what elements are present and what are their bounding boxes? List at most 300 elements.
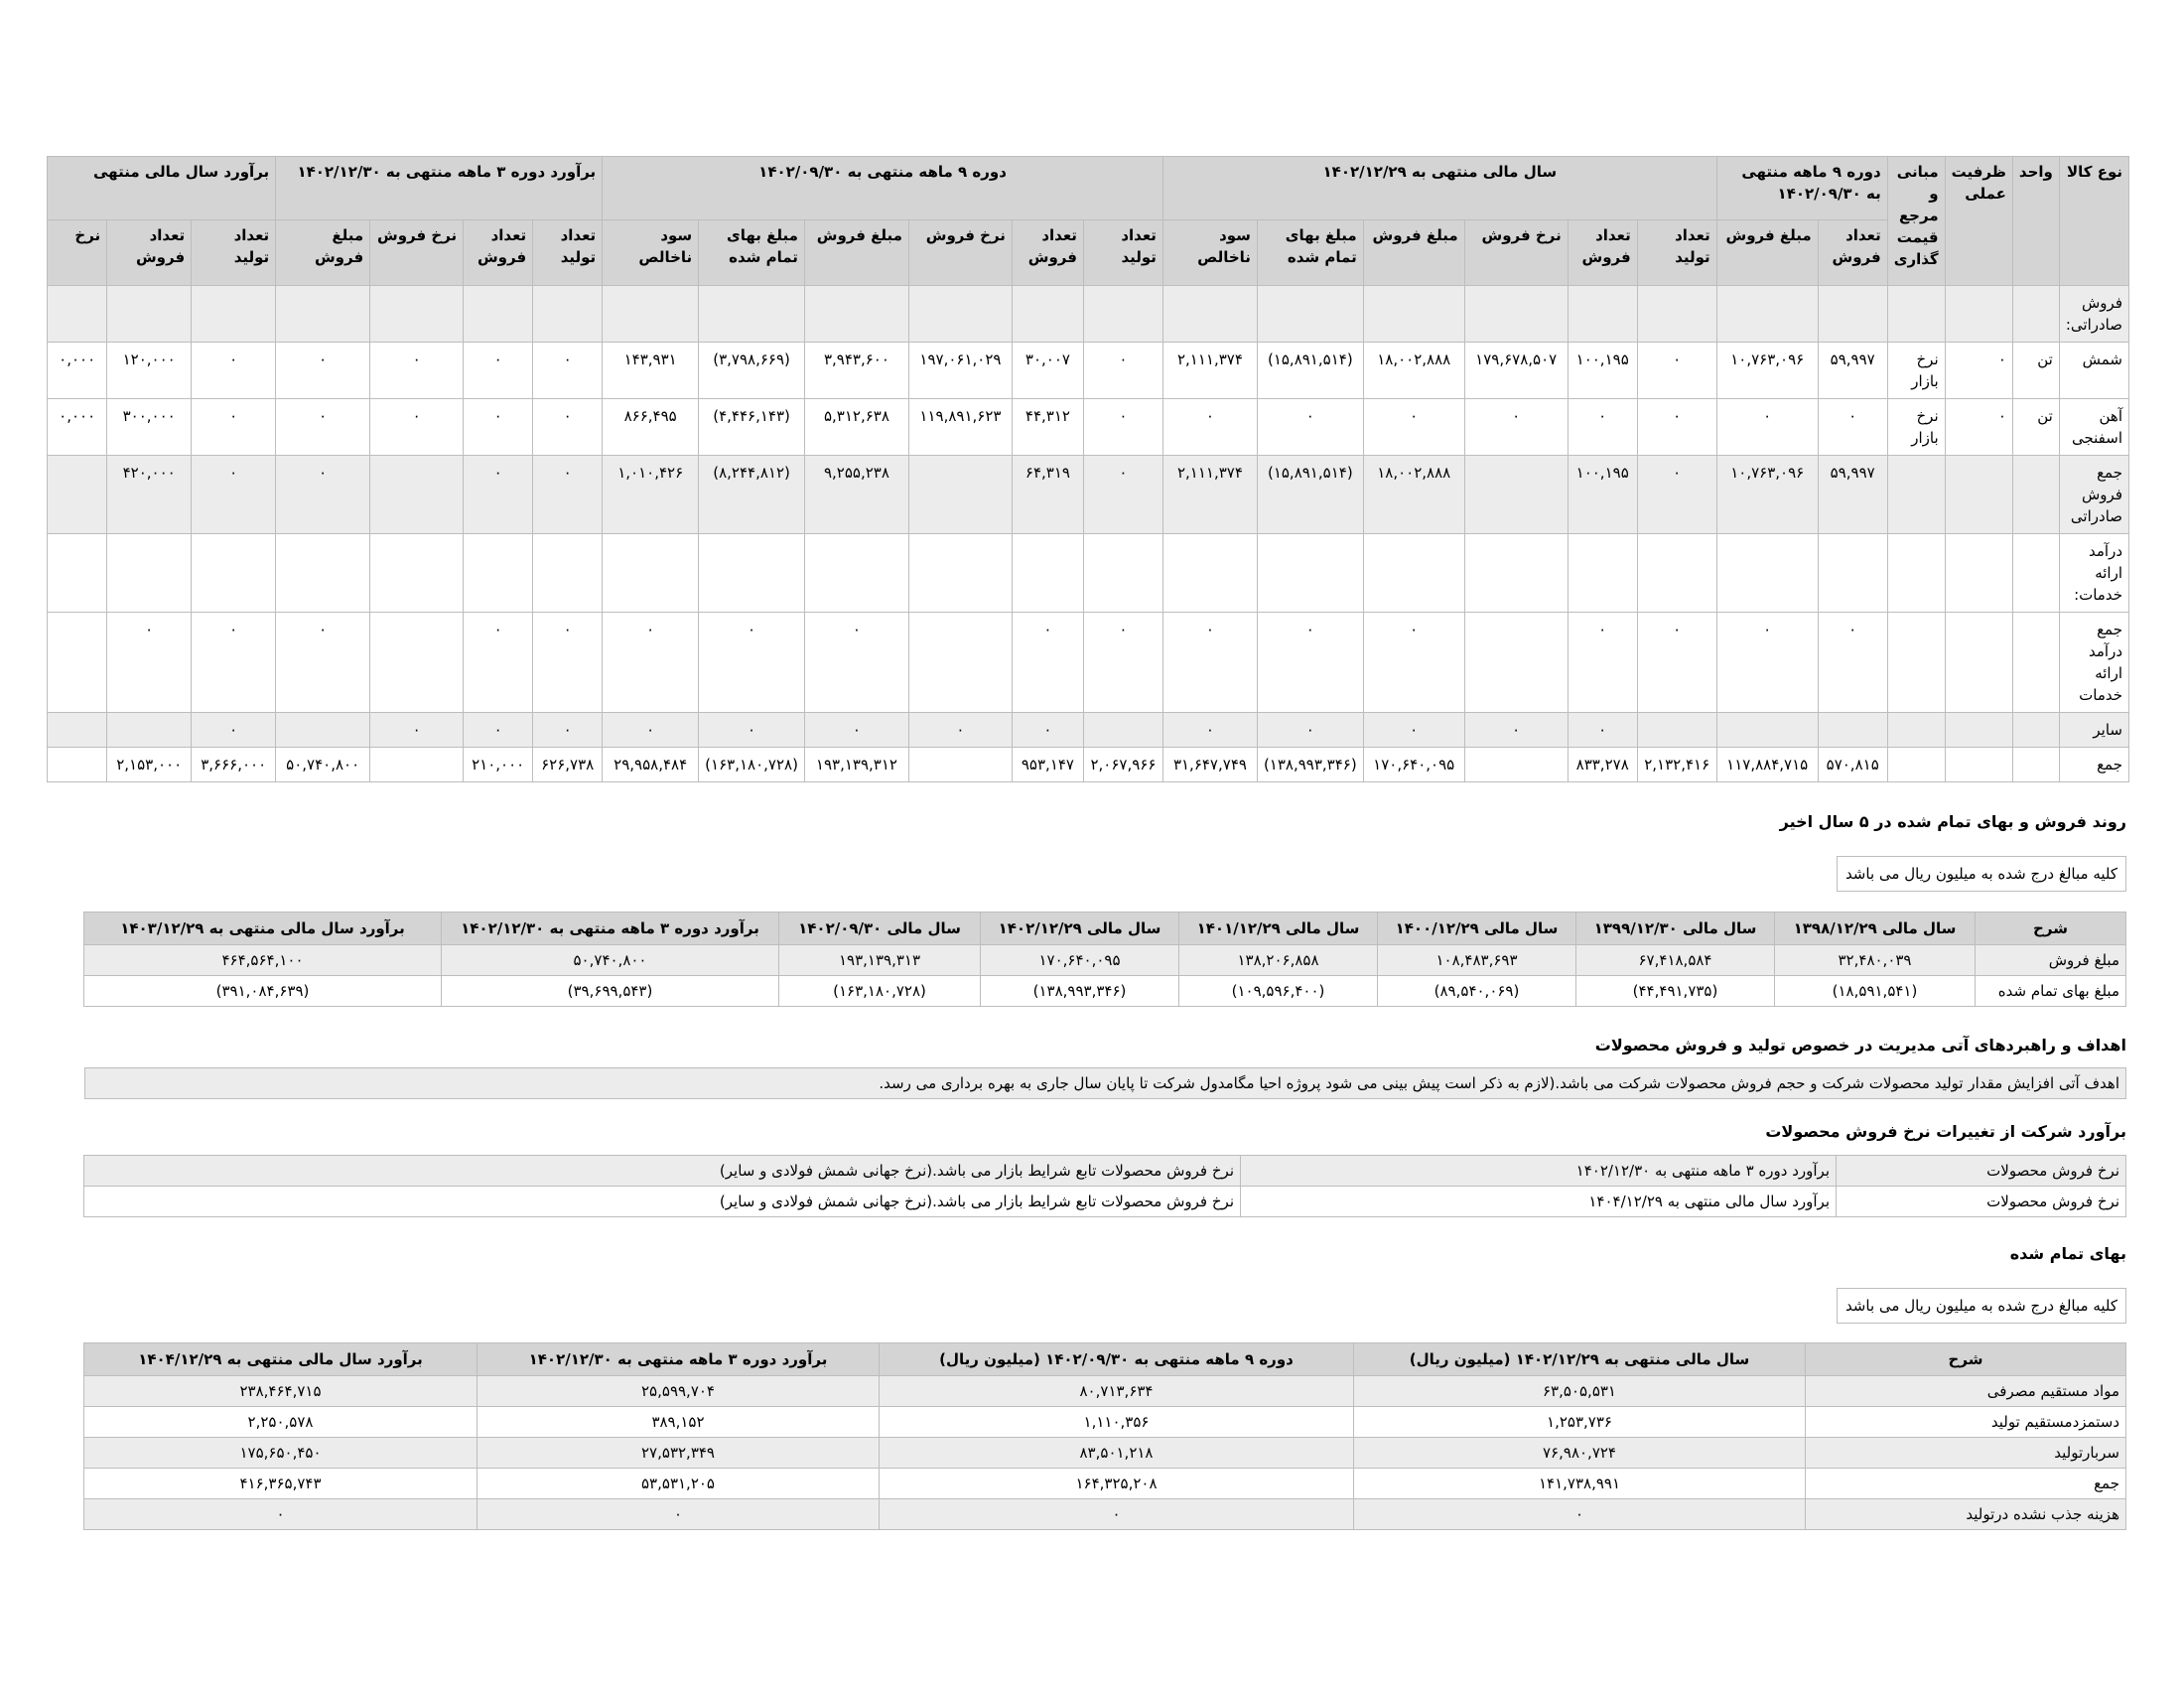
cell: ۱۸,۰۰۲,۸۸۸: [1363, 456, 1464, 534]
cell: [1012, 286, 1083, 343]
cell: ۱۱۹,۸۹۱,۶۲۳: [908, 399, 1012, 456]
cell: [1716, 286, 1818, 343]
cell: ۰: [533, 343, 603, 399]
cell: برآورد سال مالی منتهی به ۱۴۰۴/۱۲/۲۹: [1241, 1187, 1837, 1217]
trend-body: [84, 945, 2126, 1007]
sub-sales-rate: نرخ فروش: [908, 220, 1012, 286]
header-group-9month-a: دوره ۹ ماهه منتهی به ۱۴۰۲/۰۹/۳۰: [1716, 157, 1887, 220]
sub-production-qty: تعداد تولید: [192, 220, 276, 286]
cell: ۰: [1716, 399, 1818, 456]
rate-change-body: [84, 1156, 2126, 1217]
cell: ۰: [1083, 613, 1162, 713]
cell: ۰: [1363, 713, 1464, 748]
cell: ۱۴۳,۹۳۱: [603, 343, 699, 399]
cell: ۰: [1257, 613, 1363, 713]
cell: ۲,۰۶۷,۹۶۶: [1083, 748, 1162, 782]
cell: [1887, 713, 1945, 748]
trend-header-row: [84, 913, 2126, 945]
sub-sales-amount: مبلغ فروش: [804, 220, 908, 286]
cell: [370, 748, 464, 782]
cell: [1568, 286, 1637, 343]
cell: ۰: [804, 613, 908, 713]
cell: [370, 534, 464, 613]
cell: ۱۱۷,۸۸۴,۷۱۵: [1716, 748, 1818, 782]
cell: [1012, 534, 1083, 613]
row-label: جمع فروش صادراتی: [2059, 456, 2128, 534]
cell: (۱۶۳,۱۸۰,۷۲۸): [699, 748, 805, 782]
cell: ۶۲۶,۷۳۸: [533, 748, 603, 782]
cell: ۰: [1818, 613, 1887, 713]
cost-header-row: [84, 1343, 2126, 1376]
cell: [908, 534, 1012, 613]
cell: (۱۵,۸۹۱,۵۱۴): [1257, 343, 1363, 399]
trend-header-cell: سال مالی ۱۴۰۰/۱۲/۲۹: [1378, 913, 1576, 945]
cell: برآورد دوره ۳ ماهه منتهی به ۱۴۰۲/۱۲/۳۰: [1241, 1156, 1837, 1187]
header-product-type: نوع کالا: [2059, 157, 2128, 286]
cell: ۰: [1083, 399, 1162, 456]
sub-sales-amount: مبلغ فروش: [1363, 220, 1464, 286]
table-row: [84, 976, 2126, 1007]
cost-units-note: کلیه مبالغ درج شده به میلیون ریال می باشد: [1837, 1288, 2126, 1324]
cell: [48, 748, 107, 782]
header-group-9month-b: دوره ۹ ماهه منتهی به ۱۴۰۲/۰۹/۳۰: [603, 157, 1163, 220]
cell: [192, 534, 276, 613]
cell: [1083, 286, 1162, 343]
cell: ۰: [464, 713, 533, 748]
cell: [533, 286, 603, 343]
cell: [464, 534, 533, 613]
cell: ۰: [276, 399, 370, 456]
cell: [1257, 286, 1363, 343]
trend-table: [83, 912, 2126, 1007]
cell: (۴,۴۴۶,۱۴۳): [699, 399, 805, 456]
cell: نرخ بازار: [1887, 343, 1945, 399]
cell: ۰: [1083, 456, 1162, 534]
sub-sales-qty: تعداد فروش: [107, 220, 192, 286]
cell: ۰: [276, 343, 370, 399]
cell: ۵۹,۹۹۷: [1818, 456, 1887, 534]
cell: [1464, 748, 1568, 782]
cell: [1464, 286, 1568, 343]
cell: (۱۶۳,۱۸۰,۷۲۸): [779, 976, 981, 1007]
cell: [370, 456, 464, 534]
cell: ۰: [370, 713, 464, 748]
header-group-fy1402: سال مالی منتهی به ۱۴۰۲/۱۲/۲۹: [1162, 157, 1716, 220]
cell: [908, 456, 1012, 534]
table-row: [48, 286, 2129, 343]
table-row: [84, 1469, 2126, 1499]
cell: ۳,۶۶۶,۰۰۰: [192, 748, 276, 782]
cost-header-cell: برآورد سال مالی منتهی به ۱۴۰۴/۱۲/۲۹: [84, 1343, 478, 1376]
cell: ۹,۲۵۵,۲۳۸: [804, 456, 908, 534]
cell: نرخ بازار: [1887, 399, 1945, 456]
cost-title: بهای تمام شده: [2009, 1244, 2126, 1263]
cell: ۲۵,۵۹۹,۷۰۴: [478, 1376, 880, 1407]
cell: [1945, 534, 2012, 613]
goals-title: اهداف و راهبردهای آتی مدیریت در خصوص تولید و فروش محصولات: [1594, 1036, 2126, 1055]
sub-gross-profit: سود ناخالص: [1162, 220, 1257, 286]
sub-sales-qty: تعداد فروش: [1818, 220, 1887, 286]
cell: ۴۴,۳۱۲: [1012, 399, 1083, 456]
cell: ۰: [464, 456, 533, 534]
cell: ۲,۱۵۳,۰۰۰: [107, 748, 192, 782]
cell: ۰: [1568, 613, 1637, 713]
cell: ۳,۹۴۳,۶۰۰: [804, 343, 908, 399]
cost-table: [83, 1342, 2126, 1530]
cell: ۰: [533, 613, 603, 713]
table-row: [84, 1156, 2126, 1187]
cell: [48, 456, 107, 534]
cell: [1887, 748, 1945, 782]
cell: ۰: [464, 399, 533, 456]
cell: ۰: [533, 399, 603, 456]
cell: ۰: [1637, 399, 1716, 456]
cell: (۱۳۸,۹۹۳,۳۴۶): [981, 976, 1179, 1007]
cell: [2012, 286, 2059, 343]
table-row: [84, 1499, 2126, 1530]
cost-header-cell: شرح: [1806, 1343, 2126, 1376]
table-row: [84, 1187, 2126, 1217]
cell: تن: [2012, 343, 2059, 399]
table-row: [84, 945, 2126, 976]
cell: ۰: [192, 713, 276, 748]
cell: ۳۰,۰۰۷: [1012, 343, 1083, 399]
cell: [1083, 534, 1162, 613]
cell: (۳۹,۶۹۹,۵۴۳): [442, 976, 779, 1007]
table-row: [84, 1438, 2126, 1469]
cell: ۰: [1162, 613, 1257, 713]
cell: [1818, 534, 1887, 613]
trend-header-cell: سال مالی ۱۴۰۲/۱۲/۲۹: [981, 913, 1179, 945]
sub-sales-rate: نرخ فروش: [370, 220, 464, 286]
cell: ۱۷۹,۶۷۸,۵۰۷: [1464, 343, 1568, 399]
cell: ۰: [804, 713, 908, 748]
cell: ۰: [1818, 399, 1887, 456]
sub-gross-profit: سود ناخالص: [603, 220, 699, 286]
cell: ۰: [192, 399, 276, 456]
cell: [1083, 713, 1162, 748]
cell: [1162, 534, 1257, 613]
cell: [1363, 534, 1464, 613]
trend-header-cell: سال مالی ۱۴۰۲/۰۹/۳۰: [779, 913, 981, 945]
cell: [603, 534, 699, 613]
cell: [1464, 613, 1568, 713]
cell: ۰: [603, 613, 699, 713]
cell: [1945, 713, 2012, 748]
cell: [1257, 534, 1363, 613]
cell: ۱۴۱,۷۳۸,۹۹۱: [1354, 1469, 1806, 1499]
cell: ۰,۰۰۰: [48, 343, 107, 399]
cell: [1637, 286, 1716, 343]
cell: ۱۲۰,۰۰۰: [107, 343, 192, 399]
cell: [2012, 534, 2059, 613]
cell: ۳۸۹,۱۵۲: [478, 1407, 880, 1438]
row-label: جمع: [2059, 748, 2128, 782]
cost-header-cell: دوره ۹ ماهه منتهی به ۱۴۰۲/۰۹/۳۰ (میلیون ریال): [880, 1343, 1354, 1376]
cell: ۰: [464, 613, 533, 713]
cell: [1818, 286, 1887, 343]
cell: ۰: [478, 1499, 880, 1530]
cell: [370, 286, 464, 343]
cell: ۳۲,۴۸۰,۰۳۹: [1775, 945, 1976, 976]
cost-body: [84, 1376, 2126, 1530]
cell: ۴۱۶,۳۶۵,۷۴۳: [84, 1469, 478, 1499]
production-sales-body: [48, 286, 2129, 782]
cell: [908, 286, 1012, 343]
cell: ۱۰,۷۶۳,۰۹۶: [1716, 456, 1818, 534]
cell: ۵۰,۷۴۰,۸۰۰: [276, 748, 370, 782]
row-label: شمش: [2059, 343, 2128, 399]
cell: ۲,۱۱۱,۳۷۴: [1162, 456, 1257, 534]
cell: (۸,۲۴۴,۸۱۲): [699, 456, 805, 534]
cell: [804, 286, 908, 343]
cell: ۰: [880, 1499, 1354, 1530]
cost-header-cell: برآورد دوره ۳ ماهه منتهی به ۱۴۰۲/۱۲/۳۰: [478, 1343, 880, 1376]
cell: ۱۹۳,۱۳۹,۳۱۳: [779, 945, 981, 976]
row-label: دستمزدمستقیم تولید: [1806, 1407, 2126, 1438]
cell: ۰: [1363, 613, 1464, 713]
header-pricing-basis: مبانی و مرجع قیمت گذاری: [1887, 157, 1945, 286]
cell: ۰: [370, 343, 464, 399]
cell: [1464, 534, 1568, 613]
cell: (۱۵,۸۹۱,۵۱۴): [1257, 456, 1363, 534]
cell: [1637, 713, 1716, 748]
cell: ۰: [192, 343, 276, 399]
sub-production-qty: تعداد تولید: [1083, 220, 1162, 286]
cell: [192, 286, 276, 343]
cell: [699, 286, 805, 343]
sub-sales-rate: نرخ فروش: [1464, 220, 1568, 286]
rate-change-title: برآورد شرکت از تغییرات نرخ فروش محصولات: [1765, 1122, 2126, 1141]
cell: [276, 534, 370, 613]
cell: [2012, 613, 2059, 713]
cell: ۸۶۶,۴۹۵: [603, 399, 699, 456]
cell: ۰: [533, 713, 603, 748]
cell: ۰: [699, 613, 805, 713]
cell: ۰: [1363, 399, 1464, 456]
cell: [908, 748, 1012, 782]
cell: ۱۰۰,۱۹۵: [1568, 343, 1637, 399]
trend-header-cell: برآورد دوره ۳ ماهه منتهی به ۱۴۰۲/۱۲/۳۰: [442, 913, 779, 945]
sub-sales-qty: تعداد فروش: [1012, 220, 1083, 286]
row-label: درآمد ارائه خدمات:: [2059, 534, 2128, 613]
cell: ۰: [1012, 613, 1083, 713]
cell: ۵,۳۱۲,۶۳۸: [804, 399, 908, 456]
cell: [370, 613, 464, 713]
cell: ۱۶۴,۳۲۵,۲۰۸: [880, 1469, 1354, 1499]
cell: (۱۰۹,۵۹۶,۴۰۰): [1179, 976, 1378, 1007]
cell: ۱۰۸,۴۸۳,۶۹۳: [1378, 945, 1576, 976]
cell: ۰: [276, 456, 370, 534]
cell: [1162, 286, 1257, 343]
trend-header-cell: شرح: [1976, 913, 2126, 945]
cell: ۲۷,۵۳۲,۳۴۹: [478, 1438, 880, 1469]
cell: [48, 286, 107, 343]
cost-header-cell: سال مالی منتهی به ۱۴۰۲/۱۲/۲۹ (میلیون ریال): [1354, 1343, 1806, 1376]
cell: ۰: [1464, 399, 1568, 456]
trend-header-cell: سال مالی ۱۴۰۱/۱۲/۲۹: [1179, 913, 1378, 945]
cell: ۵۷۰,۸۱۵: [1818, 748, 1887, 782]
cell: [1887, 456, 1945, 534]
cell: ۰: [1354, 1499, 1806, 1530]
cell: [464, 286, 533, 343]
cell: [2012, 456, 2059, 534]
row-label: سایر: [2059, 713, 2128, 748]
cell: ۰: [1945, 399, 2012, 456]
cell: [48, 613, 107, 713]
cell: ۰: [1012, 713, 1083, 748]
cell: ۲,۱۳۲,۴۱۶: [1637, 748, 1716, 782]
cell: ۸۰,۷۱۳,۶۳۴: [880, 1376, 1354, 1407]
cell: [1945, 456, 2012, 534]
cell: ۷۶,۹۸۰,۷۲۴: [1354, 1438, 1806, 1469]
row-label: جمع درآمد ارائه خدمات: [2059, 613, 2128, 713]
cell: ۲۱۰,۰۰۰: [464, 748, 533, 782]
cell: [48, 713, 107, 748]
sub-sales-qty: تعداد فروش: [464, 220, 533, 286]
cell: ۱۸,۰۰۲,۸۸۸: [1363, 343, 1464, 399]
sub-production-qty: تعداد تولید: [533, 220, 603, 286]
cell: [2012, 713, 2059, 748]
cell: ۲,۱۱۱,۳۷۴: [1162, 343, 1257, 399]
cell: [804, 534, 908, 613]
header-unit: واحد: [2012, 157, 2059, 286]
cell: [1887, 613, 1945, 713]
cell: ۰: [603, 713, 699, 748]
cell: ۰: [1464, 713, 1568, 748]
sub-cost-amount: مبلغ بهای تمام شده: [699, 220, 805, 286]
trend-units-note: کلیه مبالغ درج شده به میلیون ریال می باشد: [1837, 856, 2126, 892]
cell: ۱۹۷,۰۶۱,۰۲۹: [908, 343, 1012, 399]
cell: ۶۳,۵۰۵,۵۳۱: [1354, 1376, 1806, 1407]
cell: (۱۳۸,۹۹۳,۳۴۶): [1257, 748, 1363, 782]
table-row: [48, 613, 2129, 713]
cell: ۲۳۸,۴۶۴,۷۱۵: [84, 1376, 478, 1407]
cell: ۰: [192, 613, 276, 713]
sub-cost-amount: مبلغ بهای تمام شده: [1257, 220, 1363, 286]
cell: [1887, 286, 1945, 343]
cell: ۱۰,۷۶۳,۰۹۶: [1716, 343, 1818, 399]
cell: ۰: [1568, 713, 1637, 748]
row-label: سربارتولید: [1806, 1438, 2126, 1469]
trend-header-cell: سال مالی ۱۳۹۸/۱۲/۲۹: [1775, 913, 1976, 945]
cell: ۰: [908, 713, 1012, 748]
row-label: آهن اسفنجی: [2059, 399, 2128, 456]
header-capacity: ظرفیت عملی: [1945, 157, 2012, 286]
cell: ۰: [533, 456, 603, 534]
header-group-3month-estimate: برآورد دوره ۳ ماهه منتهی به ۱۴۰۲/۱۲/۳۰: [276, 157, 603, 220]
cell: ۰: [464, 343, 533, 399]
goals-table: [84, 1067, 2126, 1099]
table-row: [84, 1376, 2126, 1407]
cell: ۱۳۸,۲۰۶,۸۵۸: [1179, 945, 1378, 976]
cell: ۰: [370, 399, 464, 456]
cell: [1716, 713, 1818, 748]
cell: نرخ فروش محصولات تابع شرایط بازار می باشد.(نرخ جهانی شمش فولادی و سایر): [84, 1156, 1241, 1187]
cell: ۰: [1162, 399, 1257, 456]
cell: ۴۲۰,۰۰۰: [107, 456, 192, 534]
table-row: [48, 748, 2129, 782]
cell: ۰: [107, 613, 192, 713]
cell: [2012, 748, 2059, 782]
table-row: [48, 343, 2129, 399]
production-sales-table: [47, 156, 2129, 782]
cell: ۸۳۳,۲۷۸: [1568, 748, 1637, 782]
cell: [1887, 534, 1945, 613]
cell: نرخ فروش محصولات: [1837, 1156, 2126, 1187]
cell: ۶۴,۳۱۹: [1012, 456, 1083, 534]
row-label: فروش صادراتی:: [2059, 286, 2128, 343]
cell: [107, 286, 192, 343]
cell: ۱۹۳,۱۳۹,۳۱۲: [804, 748, 908, 782]
row-label: مواد مستقیم مصرفی: [1806, 1376, 2126, 1407]
cell: [1945, 748, 2012, 782]
row-label: هزینه جذب نشده درتولید: [1806, 1499, 2126, 1530]
cell: ۸۳,۵۰۱,۲۱۸: [880, 1438, 1354, 1469]
cell: [107, 713, 192, 748]
goals-text: اهدف آتی افزایش مقدار تولید محصولات شرکت و حجم فروش محصولات شرکت می باشد.(لازم به ذکر است پیش بینی می شود پروژه احیا مگامدول شرکت تا پایان سال جاری به بهره برداری می رسد.: [85, 1068, 2126, 1099]
cell: [1945, 613, 2012, 713]
cell: ۰: [1083, 343, 1162, 399]
cell: ۰: [276, 613, 370, 713]
cell: نرخ فروش محصولات: [1837, 1187, 2126, 1217]
cell: ۱۷۰,۶۴۰,۰۹۵: [1363, 748, 1464, 782]
cell: [48, 534, 107, 613]
cell: (۳۹۱,۰۸۴,۶۳۹): [84, 976, 442, 1007]
cell: ۲۹,۹۵۸,۴۸۴: [603, 748, 699, 782]
cell: ۰: [1162, 713, 1257, 748]
cell: ۶۷,۴۱۸,۵۸۴: [1576, 945, 1775, 976]
trend-title: روند فروش و بهای تمام شده در ۵ سال اخیر: [1779, 812, 2126, 831]
trend-header-cell: سال مالی ۱۳۹۹/۱۲/۳۰: [1576, 913, 1775, 945]
cell: ۰: [1257, 399, 1363, 456]
cell: ۰,۰۰۰: [48, 399, 107, 456]
cell: [1363, 286, 1464, 343]
cell: [107, 534, 192, 613]
cell: ۳۰۰,۰۰۰: [107, 399, 192, 456]
cell: (۸۹,۵۴۰,۰۶۹): [1378, 976, 1576, 1007]
cell: [1716, 534, 1818, 613]
cell: ۰: [1568, 399, 1637, 456]
cell: نرخ فروش محصولات تابع شرایط بازار می باشد.(نرخ جهانی شمش فولادی و سایر): [84, 1187, 1241, 1217]
row-label: مبلغ بهای تمام شده: [1976, 976, 2126, 1007]
cell: ۰: [1716, 613, 1818, 713]
cell: ۰: [1637, 456, 1716, 534]
cell: ۰: [84, 1499, 478, 1530]
cell: ۴۶۴,۵۶۴,۱۰۰: [84, 945, 442, 976]
sub-sales-qty: تعداد فروش: [1568, 220, 1637, 286]
cell: ۱۷۰,۶۴۰,۰۹۵: [981, 945, 1179, 976]
cell: [276, 286, 370, 343]
cell: [533, 534, 603, 613]
sub-sales-amount: مبلغ فروش: [276, 220, 370, 286]
rate-change-table: [83, 1155, 2126, 1217]
cell: ۵۳,۵۳۱,۲۰۵: [478, 1469, 880, 1499]
cell: ۵۹,۹۹۷: [1818, 343, 1887, 399]
cell: ۱۷۵,۶۵۰,۴۵۰: [84, 1438, 478, 1469]
cell: ۰: [1637, 613, 1716, 713]
cell: تن: [2012, 399, 2059, 456]
table-row: [84, 1407, 2126, 1438]
row-label: جمع: [1806, 1469, 2126, 1499]
cell: [1818, 713, 1887, 748]
cell: ۹۵۳,۱۴۷: [1012, 748, 1083, 782]
cell: ۰: [699, 713, 805, 748]
production-sales-table-viewport[interactable]: [0, 156, 2129, 791]
table-row: [48, 534, 2129, 613]
cell: ۰: [1945, 343, 2012, 399]
cell: [699, 534, 805, 613]
